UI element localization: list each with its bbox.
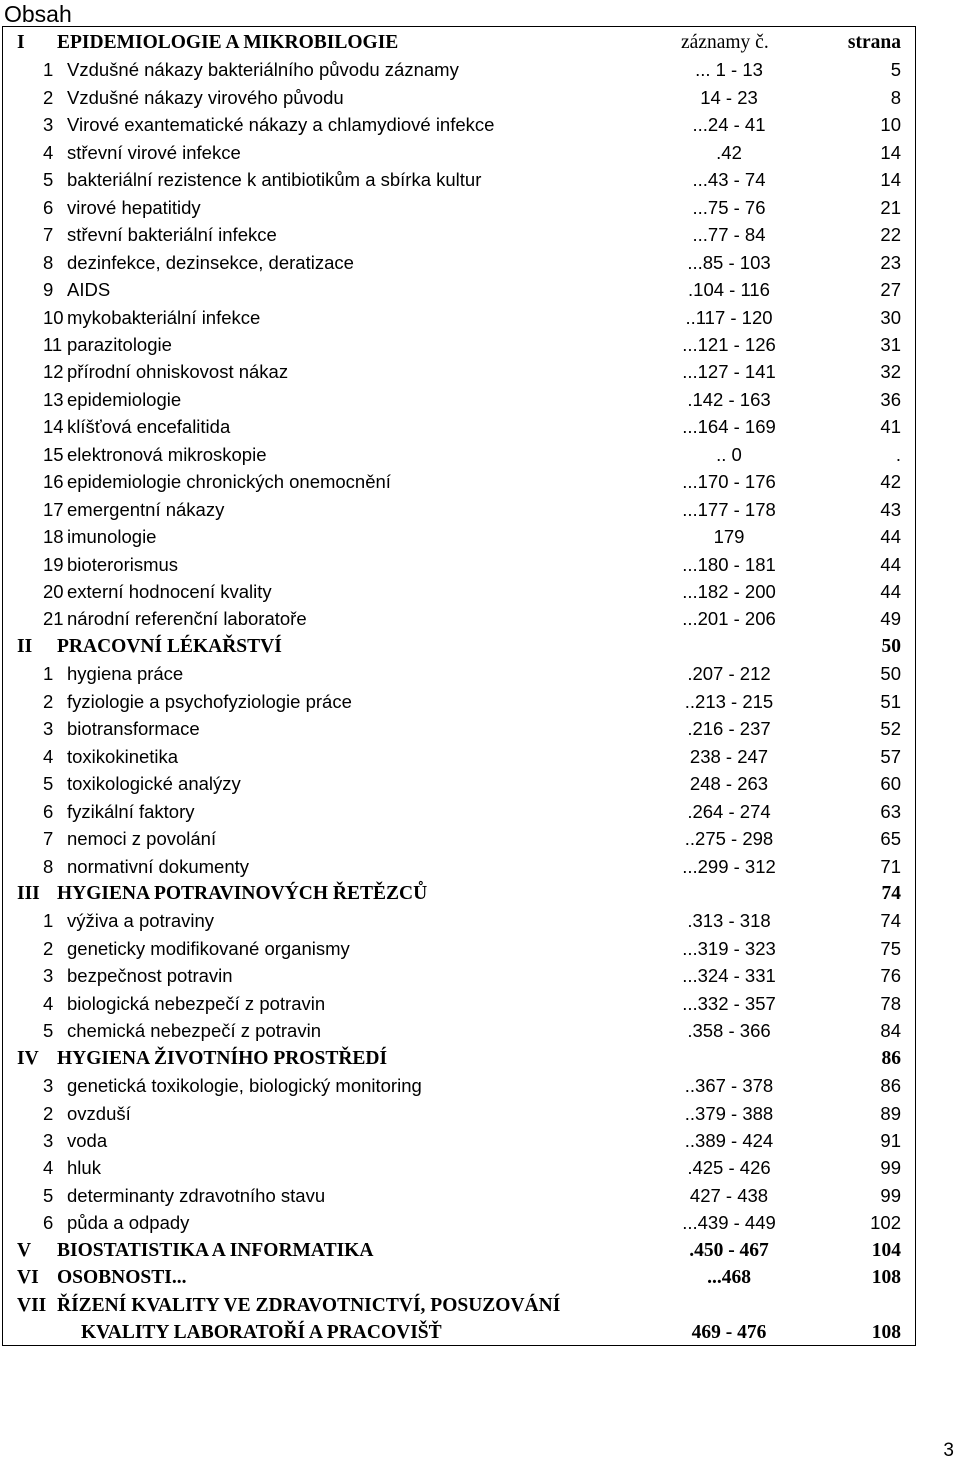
record-range: ...180 - 181: [682, 553, 776, 575]
entry-title: Vzdušné nákazy bakteriálního původu záznamy: [67, 59, 459, 81]
record-range: ...299 - 312: [682, 855, 776, 877]
entry-number: 16: [43, 471, 64, 493]
records-column-header: záznamy č.: [681, 32, 769, 53]
record-range: ...164 - 169: [682, 416, 776, 438]
page-title: Obsah: [4, 1, 72, 27]
page-ref: 57: [880, 745, 901, 767]
entry-title: epidemiologie: [67, 388, 182, 410]
record-range: ...75 - 76: [692, 196, 766, 218]
toc-row[interactable]: [17, 633, 901, 660]
entry-number: 21: [43, 608, 64, 630]
toc-row[interactable]: [17, 468, 901, 495]
entry-number: 8: [43, 855, 54, 877]
entry-number: 1: [43, 59, 54, 81]
record-range: 427 - 438: [689, 1184, 769, 1206]
toc-row[interactable]: [17, 660, 901, 687]
toc-row[interactable]: [17, 825, 901, 852]
entry-title: bakteriální rezistence k antibiotikům a sbírka kultur: [67, 169, 482, 191]
page-ref: 10: [880, 114, 901, 136]
entry-number: 15: [43, 443, 64, 465]
entry-title: přírodní ohniskovost nákaz: [67, 361, 289, 383]
entry-number: 2: [43, 690, 54, 712]
page-ref: 108: [871, 1322, 901, 1344]
entry-number: IV: [17, 1047, 39, 1069]
page-ref: 86: [881, 1047, 901, 1069]
entry-number: 3: [43, 114, 54, 136]
page-ref: 49: [880, 608, 901, 630]
entry-number: 6: [43, 800, 54, 822]
entry-title: parazitologie: [67, 333, 172, 355]
page-ref: 27: [880, 279, 901, 301]
record-range: ...77 - 84: [692, 224, 766, 246]
record-range: ...24 - 41: [692, 114, 766, 136]
toc-row[interactable]: [17, 962, 901, 989]
record-range: ...121 - 126: [682, 333, 776, 355]
record-range: .450 - 467: [689, 1239, 769, 1261]
table-of-contents: [2, 26, 916, 1346]
record-range: .142 - 163: [687, 388, 771, 410]
record-range: 469 - 476: [691, 1322, 767, 1344]
entry-title: PRACOVNÍ LÉKAŘSTVÍ: [57, 635, 282, 657]
toc-row[interactable]: [17, 990, 901, 1017]
entry-number: II: [17, 635, 33, 657]
page-ref: 21: [880, 196, 901, 218]
entry-title: bioterorismus: [67, 553, 179, 575]
page-ref: 89: [880, 1102, 901, 1124]
toc-row[interactable]: [17, 551, 901, 578]
toc-row[interactable]: [17, 880, 901, 907]
entry-number: 4: [43, 141, 54, 163]
record-range: ...332 - 357: [682, 992, 776, 1014]
record-range: ...319 - 323: [682, 937, 776, 959]
record-range: ...439 - 449: [682, 1212, 776, 1234]
record-range: ...170 - 176: [682, 471, 776, 493]
entry-number: 7: [43, 224, 54, 246]
page-ref: 51: [880, 690, 901, 712]
entry-number: 11: [43, 333, 63, 355]
toc-row[interactable]: [17, 743, 901, 770]
page-ref: 42: [880, 471, 901, 493]
toc-header-row[interactable]: [17, 29, 901, 56]
page-ref: 23: [880, 251, 901, 273]
page-ref: 74: [881, 882, 901, 904]
toc-row[interactable]: [17, 139, 901, 166]
entry-number: III: [17, 882, 40, 904]
entry-title: biotransformace: [67, 718, 200, 740]
entry-title: voda: [67, 1130, 108, 1151]
page-ref: 14: [880, 141, 901, 163]
record-range: 179: [713, 526, 745, 548]
toc-row[interactable]: [17, 166, 901, 193]
entry-number: 13: [43, 388, 64, 410]
page-ref: 5: [890, 59, 901, 81]
record-range: 238 - 247: [689, 745, 769, 767]
entry-number: 2: [43, 937, 54, 959]
record-range: ..379 - 388: [684, 1102, 774, 1124]
page-ref: 74: [880, 910, 901, 932]
entry-title: HYGIENA ŽIVOTNÍHO PROSTŘEDÍ: [57, 1047, 388, 1069]
entry-title: BIOSTATISTIKA A INFORMATIKA: [57, 1239, 374, 1261]
entry-number: 14: [43, 416, 64, 438]
toc-row[interactable]: [17, 194, 901, 221]
page-ref: .: [895, 443, 901, 465]
toc-row[interactable]: [17, 1182, 901, 1209]
page-ref: 22: [880, 224, 901, 246]
entry-title: mykobakteriální infekce: [67, 306, 261, 328]
record-range: .425 - 426: [687, 1157, 771, 1179]
page-ref: 44: [880, 581, 901, 602]
entry-title: toxikokinetika: [67, 745, 179, 767]
record-range: .358 - 366: [687, 1020, 771, 1042]
entry-title: střevní virové infekce: [67, 141, 241, 163]
entry-title: determinanty zdravotního stavu: [67, 1184, 326, 1206]
record-range: 248 - 263: [689, 773, 769, 795]
entry-title: emergentní nákazy: [67, 498, 225, 520]
entry-number: 19: [43, 553, 64, 575]
toc-row[interactable]: [17, 688, 901, 715]
entry-number: 1: [43, 910, 54, 932]
record-range: ...177 - 178: [682, 498, 776, 520]
entry-title: geneticky modifikované organismy: [67, 937, 350, 959]
entry-title: střevní bakteriální infekce: [67, 224, 277, 246]
entry-number: 4: [43, 992, 54, 1014]
record-range: ...324 - 331: [682, 965, 776, 987]
toc-row[interactable]: [17, 249, 901, 276]
entry-title: dezinfekce, dezinsekce, deratizace: [67, 251, 354, 273]
page-ref: 31: [880, 333, 901, 355]
page-ref: 78: [880, 992, 901, 1014]
toc-row[interactable]: [17, 853, 901, 880]
toc-row[interactable]: [17, 221, 901, 248]
toc-row[interactable]: [17, 331, 901, 358]
entry-title: hluk: [67, 1157, 101, 1179]
entry-number: 7: [43, 828, 54, 850]
entry-number: 3: [43, 1075, 54, 1097]
entry-title: toxikologické analýzy: [67, 773, 241, 795]
entry-title: AIDS: [67, 279, 111, 301]
entry-number: V: [17, 1239, 32, 1261]
toc-row[interactable]: [17, 84, 901, 111]
page-ref: 75: [880, 937, 901, 959]
toc-row[interactable]: [17, 1072, 901, 1099]
entry-title: hygiena práce: [67, 663, 184, 685]
page-ref: 36: [880, 388, 901, 410]
entry-title: výživa a potraviny: [67, 910, 215, 932]
entry-number: 12: [43, 361, 64, 383]
record-range: ...201 - 206: [682, 608, 776, 630]
toc-row[interactable]: [17, 798, 901, 825]
toc-row[interactable]: [17, 605, 901, 632]
entry-title: biologická nebezpečí z potravin: [67, 992, 326, 1014]
entry-title: fyzikální faktory: [67, 800, 195, 822]
record-range: ..389 - 424: [684, 1130, 774, 1151]
entry-title: ŘÍZENÍ KVALITY VE ZDRAVOTNICTVÍ, POSUZOVÁNÍ: [57, 1294, 561, 1316]
toc-row[interactable]: [17, 496, 901, 523]
entry-title: klíšťová encefalitida: [67, 416, 231, 438]
entry-title: ovzduší: [67, 1102, 131, 1124]
page-ref: 30: [880, 306, 901, 328]
record-range: .264 - 274: [687, 800, 771, 822]
toc-row[interactable]: [17, 1264, 901, 1291]
entry-title: Vzdušné nákazy virového původu: [67, 86, 344, 108]
record-range: ... 1 - 13: [695, 59, 763, 81]
toc-row[interactable]: [17, 441, 901, 468]
record-range: ...85 - 103: [687, 251, 771, 273]
entry-title: národní referenční laboratoře: [67, 608, 307, 630]
page-ref: 60: [880, 773, 901, 795]
toc-row[interactable]: [17, 1100, 901, 1127]
page-ref: 63: [880, 800, 901, 822]
entry-number: 4: [43, 745, 54, 767]
record-range: .42: [716, 141, 742, 163]
page-ref: 65: [880, 828, 901, 850]
toc-row[interactable]: [17, 276, 901, 303]
record-range: ..117 - 120: [685, 306, 773, 328]
record-range: ...468: [707, 1267, 751, 1289]
page-number: 3: [943, 1440, 954, 1461]
entry-title: fyziologie a psychofyziologie práce: [67, 690, 352, 712]
page-ref: 44: [880, 526, 901, 548]
toc-row[interactable]: [17, 907, 901, 934]
section-title: EPIDEMIOLOGIE A MIKROBILOGIE: [57, 32, 399, 53]
entry-number: 5: [43, 1184, 54, 1206]
page-ref: 14: [880, 169, 901, 191]
record-range: .104 - 116: [688, 279, 770, 301]
toc-row[interactable]: [17, 386, 901, 413]
entry-number: 17: [43, 498, 64, 520]
entry-title: Virové exantematické nákazy a chlamydiové infekce: [67, 114, 495, 136]
entry-number: VI: [17, 1267, 39, 1289]
entry-title: půda a odpady: [67, 1212, 190, 1234]
entry-number: 3: [43, 965, 54, 987]
entry-title: normativní dokumenty: [67, 855, 250, 877]
toc-row[interactable]: [17, 304, 901, 331]
page-ref: 50: [880, 663, 901, 685]
toc-row[interactable]: [17, 1319, 901, 1346]
toc-row[interactable]: [17, 770, 901, 797]
entry-number: 8: [43, 251, 54, 273]
toc-row[interactable]: [17, 578, 901, 605]
page-ref: 102: [870, 1212, 901, 1234]
entry-title: chemická nebezpečí z potravin: [67, 1020, 321, 1042]
entry-title: virové hepatitidy: [67, 196, 201, 218]
entry-number: 1: [43, 663, 54, 685]
toc-row[interactable]: [17, 1017, 901, 1044]
page-ref: 43: [880, 498, 901, 520]
toc-row[interactable]: [17, 111, 901, 138]
record-range: ...127 - 141: [682, 361, 776, 383]
toc-row[interactable]: [17, 1292, 901, 1319]
page-ref: 86: [880, 1075, 901, 1097]
entry-number: 5: [43, 169, 54, 191]
entry-number: VII: [17, 1294, 47, 1316]
entry-number: 4: [43, 1157, 54, 1179]
entry-title: KVALITY LABORATOŘÍ A PRACOVIŠŤ: [81, 1322, 442, 1344]
entry-number: 18: [43, 526, 64, 548]
entry-title: bezpečnost potravin: [67, 965, 233, 987]
page-ref: 32: [880, 361, 901, 383]
entry-number: 10: [43, 306, 64, 328]
page-ref: 71: [880, 855, 901, 877]
page-ref: 76: [880, 965, 901, 987]
toc-row[interactable]: [17, 56, 901, 83]
record-range: ..275 - 298: [684, 828, 774, 850]
entry-number: 5: [43, 773, 54, 795]
toc-row[interactable]: [17, 1127, 901, 1154]
page-ref: 44: [880, 553, 901, 575]
toc-row[interactable]: [17, 1154, 901, 1181]
entry-number: 6: [43, 1212, 54, 1234]
page-ref: 99: [880, 1157, 901, 1179]
entry-number: 2: [43, 1102, 54, 1124]
entry-number: 9: [43, 279, 54, 301]
record-range: .207 - 212: [687, 663, 771, 685]
entry-number: 2: [43, 86, 54, 108]
toc-row[interactable]: [17, 358, 901, 385]
record-range: .216 - 237: [687, 718, 771, 740]
record-range: ...182 - 200: [682, 581, 776, 602]
entry-title: HYGIENA POTRAVINOVÝCH ŘETĚZCŮ: [57, 882, 428, 904]
entry-title: OSOBNOSTI...: [57, 1267, 187, 1289]
section-number: I: [17, 32, 25, 53]
entry-number: 3: [43, 718, 54, 740]
entry-title: externí hodnocení kvality: [67, 581, 272, 602]
page-ref: 50: [881, 635, 901, 657]
record-range: ...43 - 74: [692, 169, 766, 191]
entry-title: epidemiologie chronických onemocnění: [67, 471, 391, 493]
entry-title: elektronová mikroskopie: [67, 443, 267, 465]
record-range: ..367 - 378: [684, 1075, 774, 1097]
page-ref: 52: [880, 718, 901, 740]
toc-row[interactable]: [17, 1237, 901, 1264]
toc-row[interactable]: [17, 1209, 901, 1236]
page-ref: 84: [880, 1020, 901, 1042]
toc-row[interactable]: [17, 1045, 901, 1072]
record-range: 14 - 23: [700, 86, 758, 108]
page-ref: 104: [871, 1239, 901, 1261]
record-range: .313 - 318: [687, 910, 771, 932]
page-ref: 8: [890, 86, 901, 108]
entry-number: 20: [43, 581, 64, 602]
entry-number: 3: [43, 1130, 54, 1151]
record-range: ..213 - 215: [684, 690, 774, 712]
entry-title: genetická toxikologie, biologický monitoring: [67, 1075, 422, 1097]
entry-number: 5: [43, 1020, 54, 1042]
page-column-header: strana: [847, 32, 901, 53]
entry-title: imunologie: [67, 526, 157, 548]
toc-row[interactable]: [17, 413, 901, 440]
toc-row[interactable]: [17, 935, 901, 962]
toc-row[interactable]: [17, 715, 901, 742]
page-ref: 99: [880, 1184, 901, 1206]
entry-number: 6: [43, 196, 54, 218]
page-ref: 91: [880, 1130, 901, 1151]
page-ref: 41: [880, 416, 901, 438]
page-ref: 108: [871, 1267, 901, 1289]
toc-row[interactable]: [17, 523, 901, 550]
record-range: .. 0: [716, 443, 742, 465]
entry-title: nemoci z povolání: [67, 828, 217, 850]
